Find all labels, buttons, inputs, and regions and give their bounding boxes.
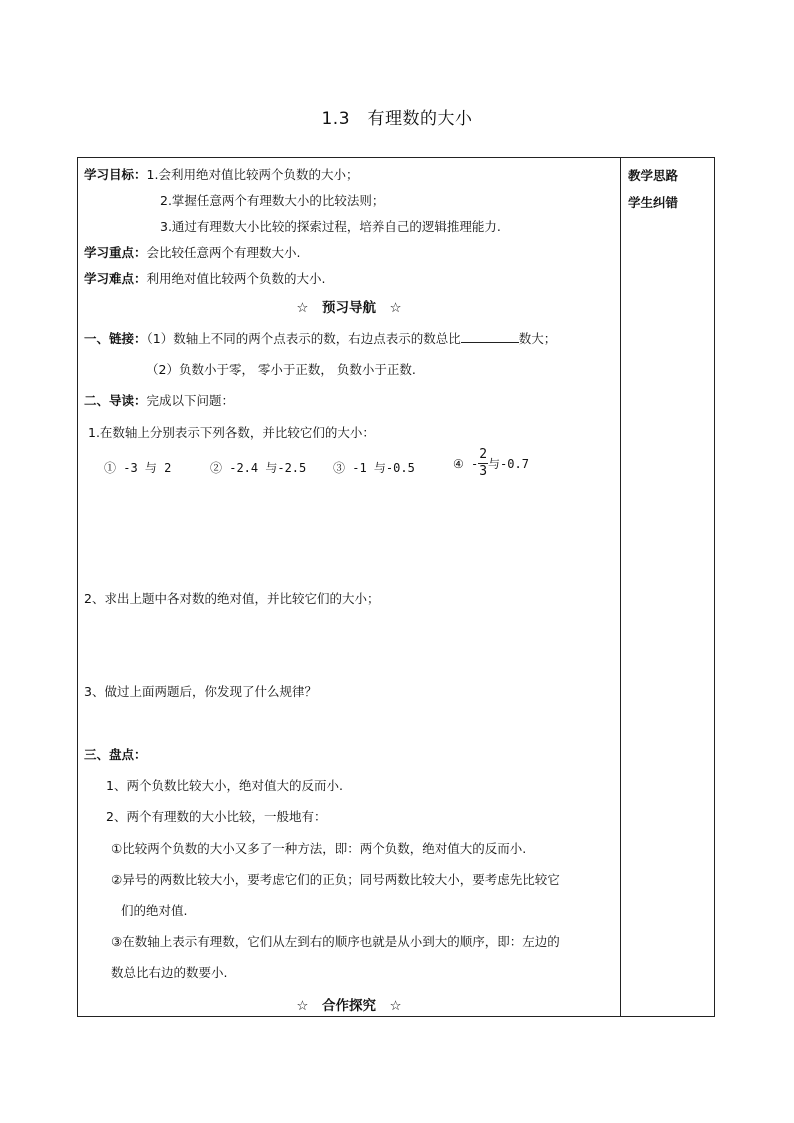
explore-heading: ☆ 合作探究 ☆: [296, 998, 402, 1014]
pair-2: ② -2.4 与-2.5: [210, 461, 307, 475]
goal-3: 3.通过有理数大小比较的探索过程，培养自己的逻辑推理能力.: [160, 219, 501, 234]
side-label-teaching-ideas: 教学思路: [628, 168, 679, 183]
learning-goals: [84, 165, 358, 183]
key-point-label: 学习重点：: [84, 245, 147, 260]
difficult-point-label: 学习难点：: [84, 271, 147, 286]
fraction-two-thirds: [478, 447, 488, 480]
question-3: 3、做过上面两题后，你发现了什么规律？: [84, 684, 317, 699]
fraction-denominator: 3: [479, 464, 488, 479]
summary-2c-line2: 数总比右边的数要小.: [111, 965, 228, 980]
question-1: 1.在数轴上分别表示下列各数，并比较它们的大小：: [88, 425, 375, 440]
pair-4-prefix: ④ -: [453, 456, 479, 471]
guide-intro: [84, 391, 234, 409]
key-point: [84, 243, 301, 261]
link-item-2: （2）负数小于零， 零小于正数， 负数小于正数.: [146, 362, 416, 377]
side-label-error-correction: 学生纠错: [628, 195, 679, 210]
summary-label: 三、盘点：: [84, 747, 147, 762]
summary-2: 2、两个有理数的大小比较，一般地有：: [106, 809, 327, 824]
pair-3: ③ -1 与-0.5: [333, 461, 415, 475]
summary-1: 1、两个负数比较大小，绝对值大的反而小.: [106, 778, 343, 793]
link-item-1-tail: 数大；: [518, 331, 557, 346]
goal-2: 2.掌握任意两个有理数大小的比较法则；: [160, 193, 385, 208]
page-title: 1.3 有理数的大小: [321, 109, 473, 129]
summary-2a: ①比较两个负数的大小又多了一种方法，即：两个负数，绝对值大的反而小.: [111, 841, 527, 856]
answer-blank: [461, 332, 519, 343]
pair-4: [453, 447, 529, 480]
summary-2c-line1: ③在数轴上表示有理数，它们从左到右的顺序也就是从小到大的顺序，即：左边的: [111, 934, 560, 949]
link-item-1-text: （1）数轴上不同的两个点表示的数，右边点表示的数总比: [146, 331, 461, 346]
difficult-point: [84, 269, 326, 287]
goal-1: 1.会利用绝对值比较两个负数的大小；: [146, 167, 359, 182]
summary-2b-line2: 们的绝对值.: [121, 903, 188, 918]
summary-2b-line1: ②异号的两数比较大小，要考虑它们的正负；同号两数比较大小，要考虑先比较它: [111, 872, 560, 887]
column-divider: [620, 157, 621, 1017]
guide-text: 完成以下问题：: [146, 393, 235, 408]
link-label: 一、链接：: [84, 331, 147, 346]
guide-label: 二、导读：: [84, 393, 147, 408]
pair-1: ① -3 与 2: [104, 461, 172, 475]
fraction-numerator: 2: [479, 447, 488, 462]
link-item-1: [84, 329, 556, 347]
preview-heading: ☆ 预习导航 ☆: [296, 300, 402, 316]
question-2: 2、求出上题中各对数的绝对值，并比较它们的大小；: [84, 591, 380, 606]
key-point-text: 会比较任意两个有理数大小.: [146, 245, 301, 260]
difficult-point-text: 利用绝对值比较两个负数的大小.: [146, 271, 326, 286]
pair-4-suffix: 与-0.7: [488, 457, 529, 471]
learning-goals-label: 学习目标：: [84, 167, 147, 182]
